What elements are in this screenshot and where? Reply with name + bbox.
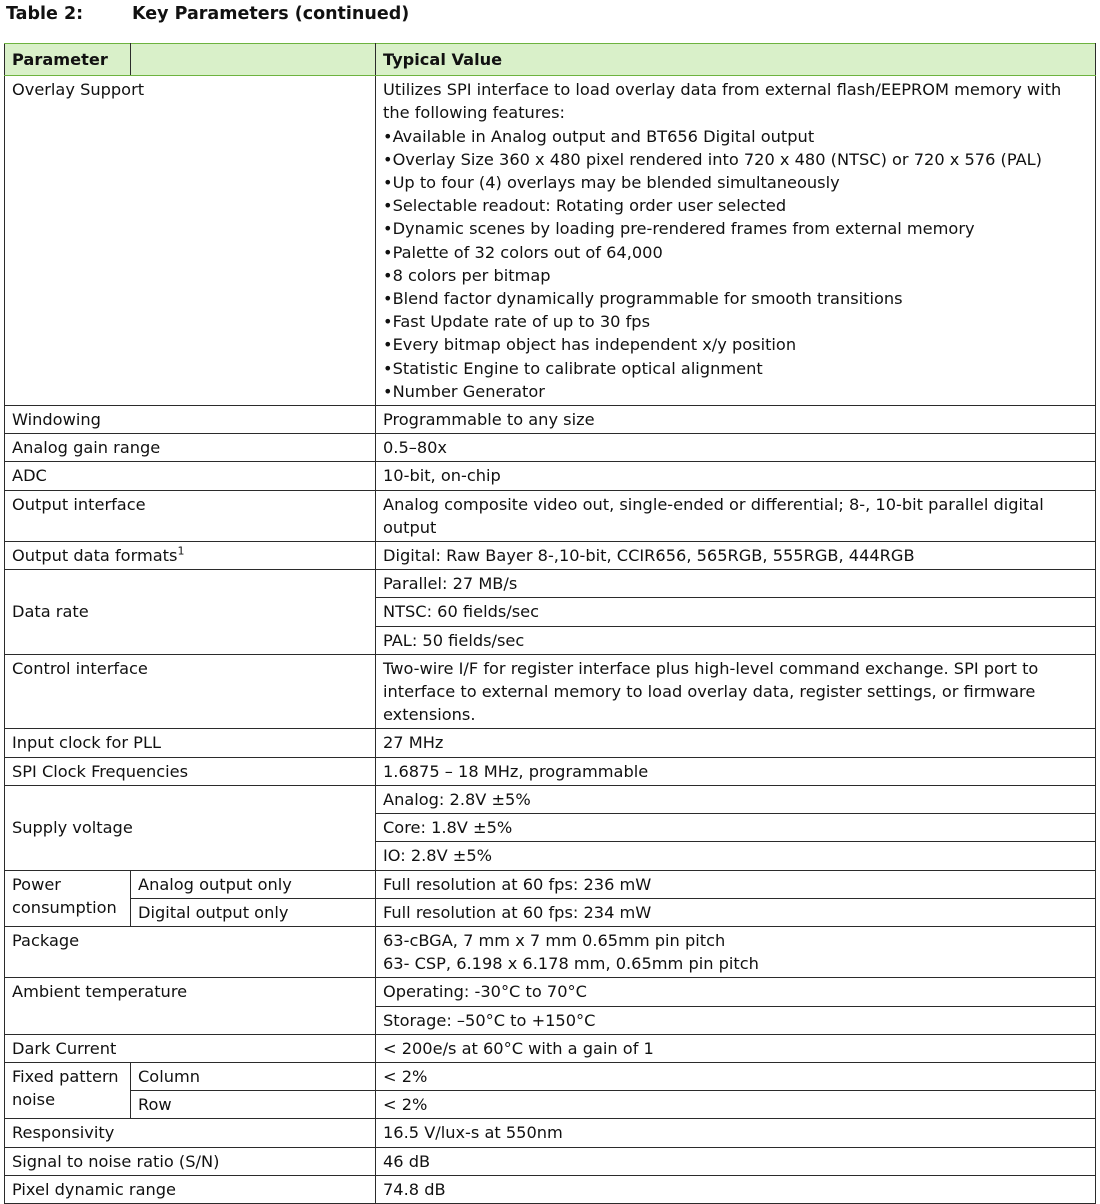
value-windowing: Programmable to any size <box>376 406 1096 434</box>
table-row <box>5 757 1096 785</box>
param-spi-clock: SPI Clock Frequencies <box>5 757 376 785</box>
table-row <box>5 898 1096 926</box>
table-row <box>5 490 1096 541</box>
list-item: • Selectable readout: Rotating order user selected <box>383 194 1088 217</box>
subparam-digital-output: Digital output only <box>131 898 376 926</box>
subparam-column: Column <box>131 1062 376 1090</box>
header-typical-value: Typical Value <box>376 44 1096 76</box>
param-package: Package <box>5 926 376 977</box>
value-power-digital: Full resolution at 60 fps: 234 mW <box>376 898 1096 926</box>
param-windowing: Windowing <box>5 406 376 434</box>
table-row <box>5 1175 1096 1203</box>
table-row <box>5 76 1096 406</box>
value-data-rate-pal: PAL: 50 fields/sec <box>376 626 1096 654</box>
list-item: • Statistic Engine to calibrate optical alignment <box>383 357 1088 380</box>
overlay-intro: Utilizes SPI interface to load overlay data from external flash/EEPROM memory with the following features: <box>383 80 1062 123</box>
key-parameters-table <box>4 43 1096 1204</box>
value-ambient-storage: Storage: –50°C to +150°C <box>376 1006 1096 1034</box>
value-fpn-row: < 2% <box>376 1091 1096 1119</box>
table-row <box>5 462 1096 490</box>
param-output-data-formats <box>5 542 376 570</box>
table-row <box>5 1147 1096 1175</box>
table-header-row <box>5 44 1096 76</box>
header-parameter: Parameter <box>5 44 131 76</box>
overlay-feature-list <box>383 125 1088 403</box>
table-row <box>5 926 1096 977</box>
value-pixel-dynamic-range: 74.8 dB <box>376 1175 1096 1203</box>
output-formats-label: Output data formats <box>12 546 178 566</box>
param-pixel-dynamic-range: Pixel dynamic range <box>5 1175 376 1203</box>
package-line: 63- CSP, 6.198 x 6.178 mm, 0.65mm pin pitch <box>383 954 759 974</box>
subparam-analog-output: Analog output only <box>131 870 376 898</box>
param-responsivity: Responsivity <box>5 1119 376 1147</box>
table-title: Key Parameters (continued) <box>132 4 410 24</box>
list-item: • Fast Update rate of up to 30 fps <box>383 310 1088 333</box>
table-row <box>5 654 1096 729</box>
value-analog-gain: 0.5–80x <box>376 434 1096 462</box>
table-row <box>5 1062 1096 1090</box>
value-responsivity: 16.5 V/lux-s at 550nm <box>376 1119 1096 1147</box>
table-row <box>5 1091 1096 1119</box>
value-power-analog: Full resolution at 60 fps: 236 mW <box>376 870 1096 898</box>
param-dark-current: Dark Current <box>5 1034 376 1062</box>
table-row <box>5 978 1096 1006</box>
value-data-rate-ntsc: NTSC: 60 fields/sec <box>376 598 1096 626</box>
param-snr: Signal to noise ratio (S/N) <box>5 1147 376 1175</box>
value-fpn-column: < 2% <box>376 1062 1096 1090</box>
param-input-clock: Input clock for PLL <box>5 729 376 757</box>
table-number: Table 2: <box>6 4 84 24</box>
package-line: 63-cBGA, 7 mm x 7 mm 0.65mm pin pitch <box>383 930 726 950</box>
list-item: • Number Generator <box>383 380 1088 403</box>
subparam-row: Row <box>131 1091 376 1119</box>
param-control-interface: Control interface <box>5 654 376 729</box>
list-item: • Dynamic scenes by loading pre-rendered frames from external memory <box>383 217 1088 240</box>
list-item: • Up to four (4) overlays may be blended simultaneously <box>383 171 1088 194</box>
table-row <box>5 434 1096 462</box>
value-snr: 46 dB <box>376 1147 1096 1175</box>
table-row <box>5 729 1096 757</box>
table-caption <box>6 4 409 24</box>
param-supply-voltage: Supply voltage <box>5 785 376 870</box>
param-adc: ADC <box>5 462 376 490</box>
value-spi-clock: 1.6875 – 18 MHz, programmable <box>376 757 1096 785</box>
table-row <box>5 785 1096 813</box>
param-ambient-temperature: Ambient temperature <box>5 978 376 1034</box>
value-output-interface: Analog composite video out, single-ended or differential; 8-, 10-bit parallel digital output <box>376 490 1096 541</box>
table-row <box>5 1034 1096 1062</box>
table-row <box>5 870 1096 898</box>
table-row <box>5 406 1096 434</box>
value-overlay-support <box>376 76 1096 406</box>
value-package <box>376 926 1096 977</box>
value-output-data-formats: Digital: Raw Bayer 8-,10-bit, CCIR656, 565RGB, 555RGB, 444RGB <box>376 542 1096 570</box>
param-output-interface: Output interface <box>5 490 376 541</box>
list-item: • Blend factor dynamically programmable for smooth transitions <box>383 287 1088 310</box>
footnote-marker: 1 <box>177 544 185 558</box>
value-supply-core: Core: 1.8V ±5% <box>376 814 1096 842</box>
value-supply-io: IO: 2.8V ±5% <box>376 842 1096 870</box>
value-input-clock: 27 MHz <box>376 729 1096 757</box>
value-ambient-operating: Operating: -30°C to 70°C <box>376 978 1096 1006</box>
value-supply-analog: Analog: 2.8V ±5% <box>376 785 1096 813</box>
table-row <box>5 1119 1096 1147</box>
param-overlay-support: Overlay Support <box>5 76 376 406</box>
table-row <box>5 570 1096 598</box>
list-item: • 8 colors per bitmap <box>383 264 1088 287</box>
param-data-rate: Data rate <box>5 570 376 655</box>
param-analog-gain: Analog gain range <box>5 434 376 462</box>
param-power-consumption: Power consumption <box>5 870 131 926</box>
list-item: • Palette of 32 colors out of 64,000 <box>383 241 1088 264</box>
header-blank <box>131 44 376 76</box>
value-dark-current: < 200e/s at 60°C with a gain of 1 <box>376 1034 1096 1062</box>
value-adc: 10-bit, on-chip <box>376 462 1096 490</box>
list-item: • Available in Analog output and BT656 Digital output <box>383 125 1088 148</box>
value-control-interface: Two-wire I/F for register interface plus high-level command exchange. SPI port to interface to external memory to load overlay data, register settings, or firmware extensions. <box>376 654 1096 729</box>
param-fixed-pattern-noise: Fixed pattern noise <box>5 1062 131 1118</box>
list-item: • Overlay Size 360 x 480 pixel rendered into 720 x 480 (NTSC) or 720 x 576 (PAL) <box>383 148 1088 171</box>
value-data-rate-parallel: Parallel: 27 MB/s <box>376 570 1096 598</box>
list-item: • Every bitmap object has independent x/y position <box>383 333 1088 356</box>
table-row <box>5 542 1096 570</box>
